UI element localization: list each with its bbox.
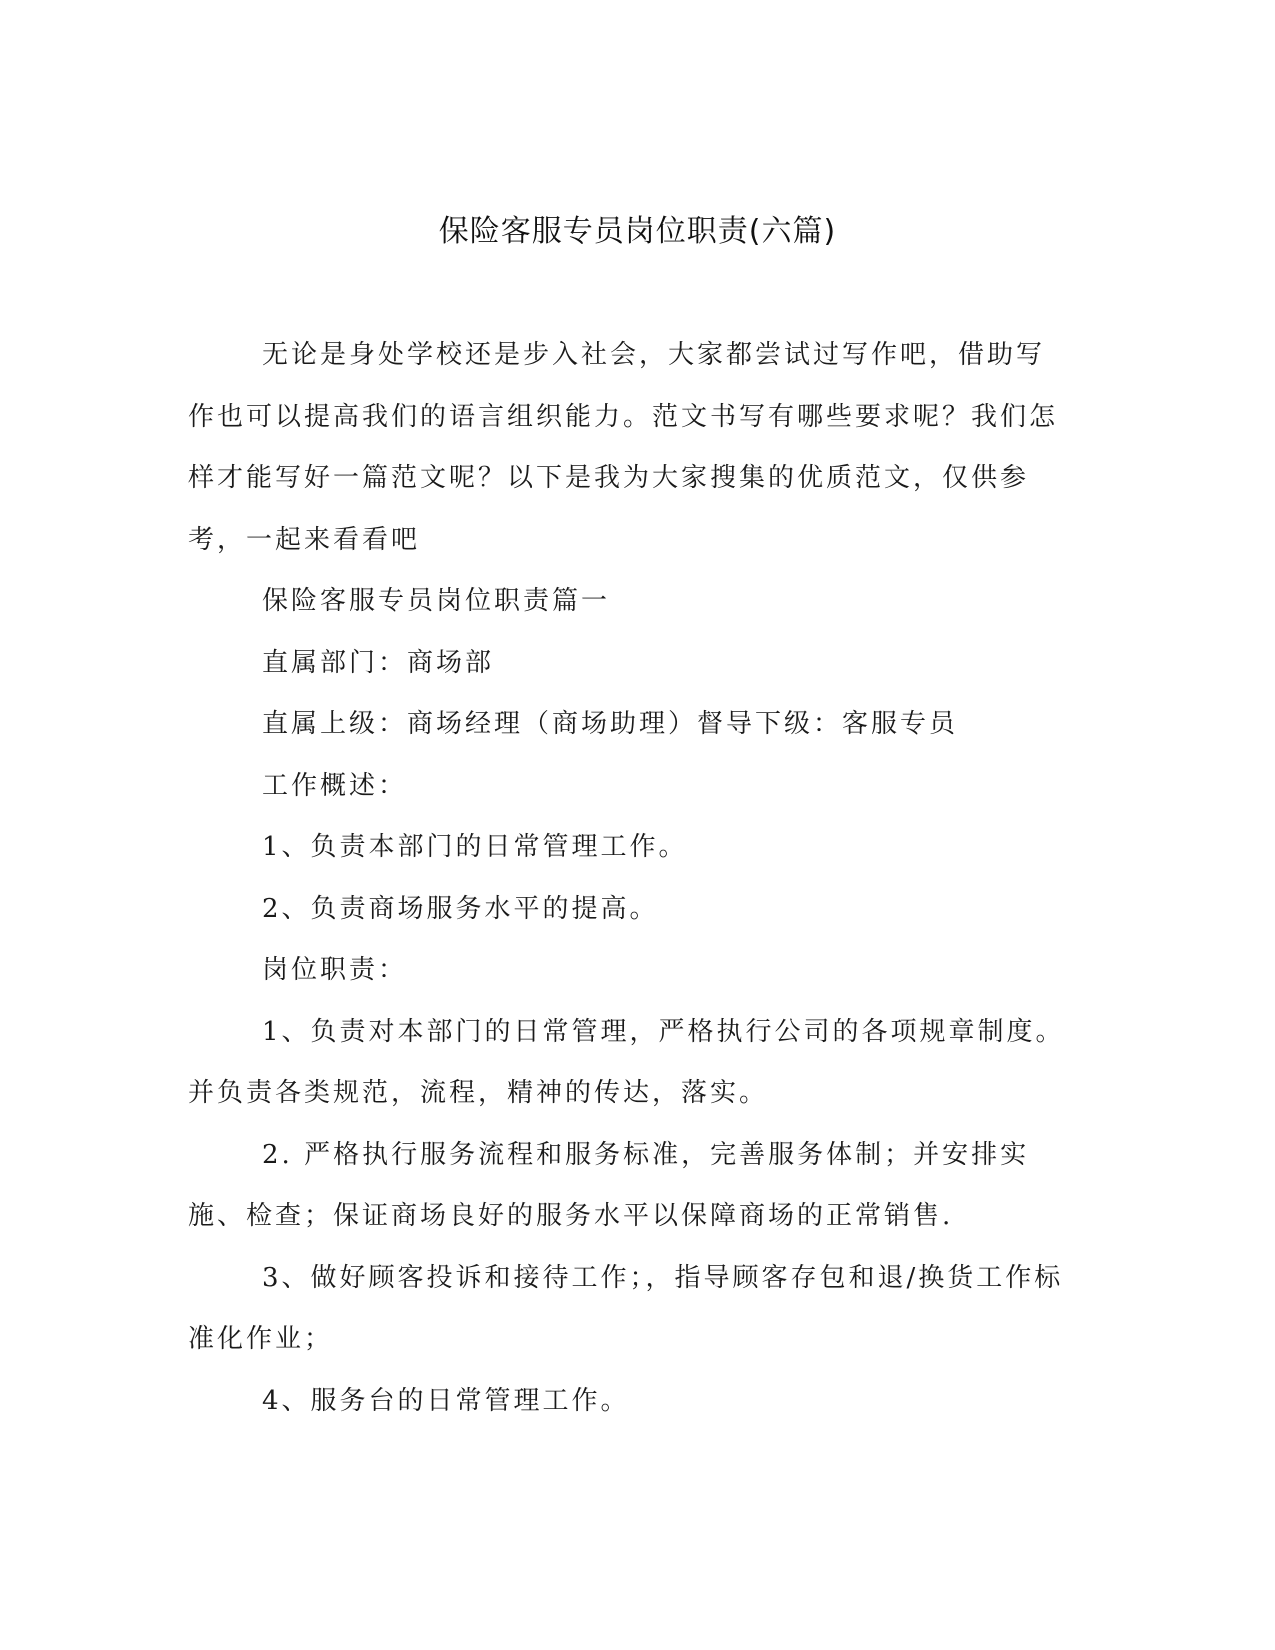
document-body — [188, 325, 1068, 1432]
work-overview-heading: 工作概述： — [262, 770, 408, 801]
overview-item-2: 2、负责商场服务水平的提高。 — [262, 893, 659, 924]
department-line: 直属部门：商场部 — [262, 647, 495, 678]
section-heading-part-one: 保险客服专员岗位职责篇一 — [262, 586, 611, 616]
duty-item-4: 4、服务台的日常管理工作。 — [262, 1385, 630, 1416]
duty-item-1: 1、负责对本部门的日常管理，严格执行公司的各项规章制度。并负责各类规范，流程，精神的传达，落实。 — [188, 1016, 1065, 1108]
overview-item-1: 1、负责本部门的日常管理工作。 — [262, 832, 688, 862]
intro-paragraph: 无论是身处学校还是步入社会，大家都尝试过写作吧，借助写作也可以提高我们的语言组织能力。范文书写有哪些要求呢？我们怎样才能写好一篇范文呢？以下是我为大家搜集的优质范文，仅供参考，一起来看看吧 — [188, 340, 1059, 555]
duties-heading: 岗位职责： — [262, 955, 408, 985]
duty-item-2: 2. 严格执行服务流程和服务标准，完善服务体制；并安排实施、检查；保证商场良好的服务水平以保障商场的正常销售. — [188, 1139, 1030, 1231]
duty-item-3: 3、做好顾客投诉和接待工作；，指导顾客存包和退/换货工作标准化作业； — [188, 1262, 1064, 1354]
supervisor-line: 直属上级：商场经理（商场助理）督导下级：客服专员 — [262, 709, 959, 739]
document-title: 保险客服专员岗位职责(六篇) — [438, 214, 837, 249]
